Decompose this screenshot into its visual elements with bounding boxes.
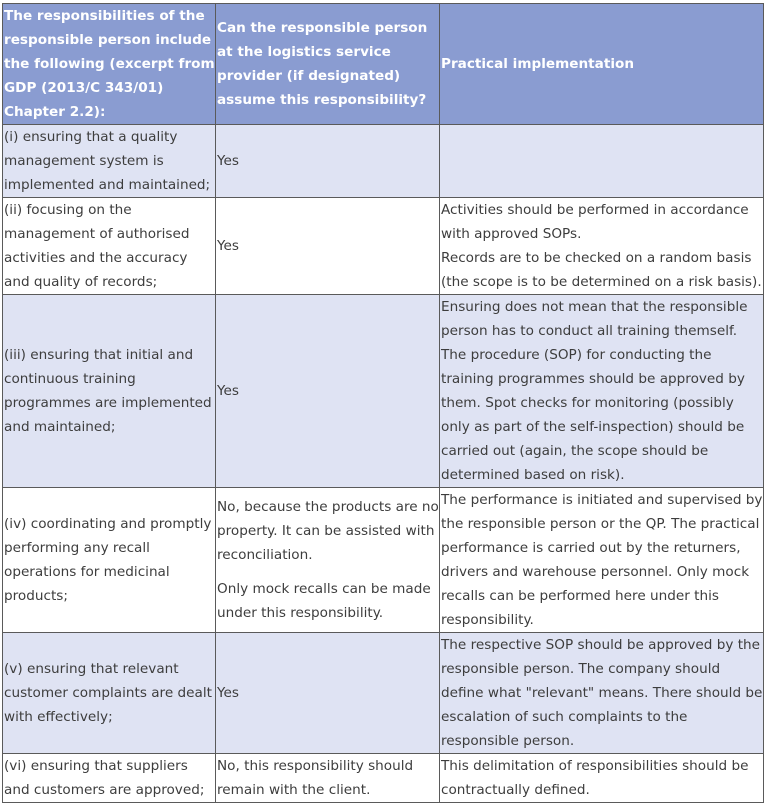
responsibilities-table — [2, 3, 764, 803]
table-row — [3, 198, 764, 295]
header-row — [3, 4, 764, 125]
header-practical-implementation: Practical implementation — [440, 4, 764, 125]
table-header — [3, 4, 764, 125]
cell-can-assume: No, this responsibility should remain with the client. — [216, 754, 440, 803]
cell-responsibility: (iii) ensuring that initial and continuous training programmes are implemented and maintained; — [3, 295, 216, 488]
table-row — [3, 488, 764, 633]
table-row — [3, 633, 764, 754]
table-row — [3, 125, 764, 198]
table-row — [3, 754, 764, 803]
cell-implementation: Ensuring does not mean that the responsible person has to conduct all training themself. The procedure (SOP) for conducting the training programmes should be approved by them. Spot checks for monitoring (possibly only as part of the self-inspection) should be carried out (again, the scope should be determined based on risk). — [440, 295, 764, 488]
cell-implementation: This delimitation of responsibilities should be contractually defined. — [440, 754, 764, 803]
cell-responsibility: (i) ensuring that a quality management system is implemented and maintained; — [3, 125, 216, 198]
header-responsibilities: The responsibilities of the responsible person include the following (excerpt from GDP (2013/C 343/01) Chapter 2.2): — [3, 4, 216, 125]
implementation-paragraph: Records are to be checked on a random basis (the scope is to be determined on a risk basis). — [441, 250, 762, 290]
can-assume-paragraph: Only mock recalls can be made under this responsibility. — [217, 581, 431, 621]
header-can-assume: Can the responsible person at the logistics service provider (if designated) assume this responsibility? — [216, 4, 440, 125]
cell-can-assume: Yes — [216, 295, 440, 488]
cell-responsibility: (v) ensuring that relevant customer complaints are dealt with effectively; — [3, 633, 216, 754]
cell-can-assume: Yes — [216, 198, 440, 295]
implementation-paragraph: Activities should be performed in accordance with approved SOPs. — [441, 202, 749, 242]
cell-can-assume: Yes — [216, 633, 440, 754]
cell-implementation: The respective SOP should be approved by the responsible person. The company should define what "relevant" means. There should be escalation of such complaints to the responsible person. — [440, 633, 764, 754]
cell-can-assume — [216, 488, 440, 633]
cell-implementation: The performance is initiated and supervised by the responsible person or the QP. The practical performance is carried out by the returners, drivers and warehouse personnel. Only mock recalls can be performed here under this responsibility. — [440, 488, 764, 633]
can-assume-paragraph: No, because the products are no property. It can be assisted with reconciliation. — [217, 499, 439, 563]
table-row — [3, 295, 764, 488]
cell-implementation — [440, 198, 764, 295]
cell-responsibility: (iv) coordinating and promptly performing any recall operations for medicinal products; — [3, 488, 216, 633]
cell-implementation — [440, 125, 764, 198]
table-body — [3, 125, 764, 803]
cell-can-assume: Yes — [216, 125, 440, 198]
cell-responsibility: (vi) ensuring that suppliers and customers are approved; — [3, 754, 216, 803]
cell-responsibility: (ii) focusing on the management of authorised activities and the accuracy and quality of records; — [3, 198, 216, 295]
